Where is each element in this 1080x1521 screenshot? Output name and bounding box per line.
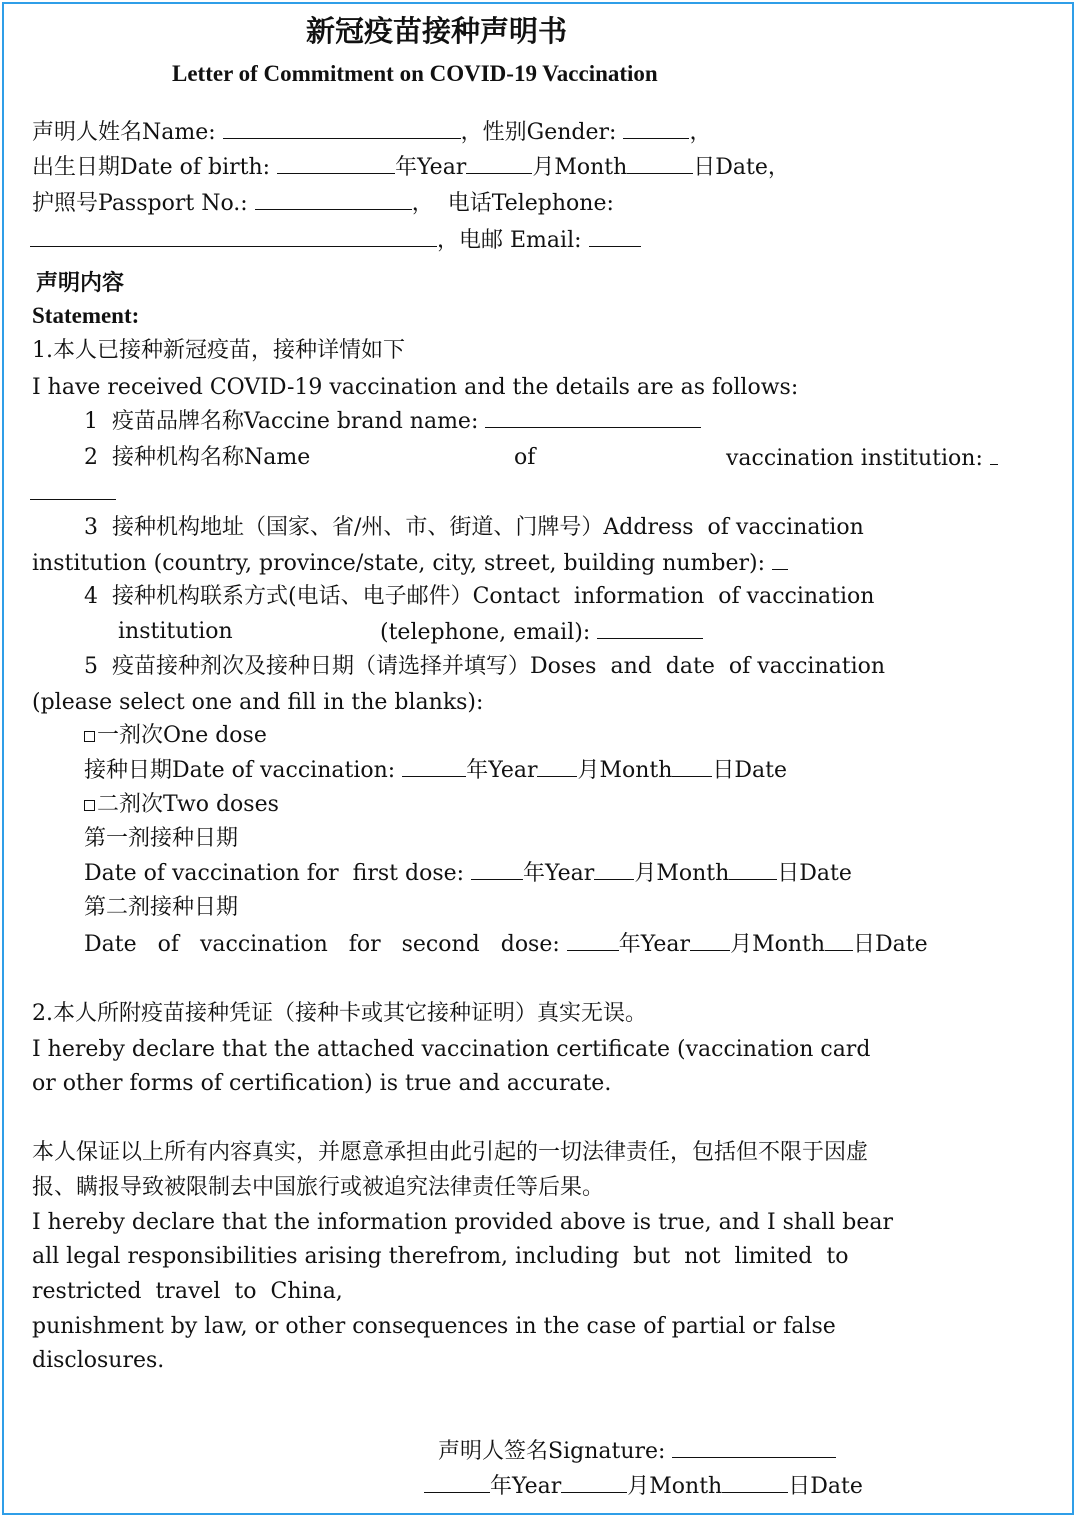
telephone-field[interactable] (30, 227, 437, 247)
birth-label: 出生日期Date of birth: (32, 155, 271, 180)
first-dose-month-field[interactable] (594, 860, 634, 880)
one-dose-checkbox[interactable] (84, 731, 95, 742)
month-label: 月Month (730, 932, 826, 957)
institution-address-field[interactable] (772, 550, 788, 570)
institution-contact-field[interactable] (597, 619, 703, 639)
year-label: 年Year (618, 932, 691, 957)
gender-label: ，性别Gender: (460, 120, 617, 145)
guarantee-cn-1: 本人保证以上所有内容真实，并愿意承担由此引起的一切法律责任，包括但不限于因虚 (32, 1140, 869, 1165)
item-5-line-2: (please select one and fill in the blanks): (32, 690, 484, 715)
statement-heading-cn: 声明内容 (36, 270, 125, 296)
first-dose-year-field[interactable] (471, 860, 523, 880)
signature-field[interactable] (672, 1438, 836, 1458)
passport-label: 护照号Passport No.: (32, 191, 248, 216)
second-dose-label: Date of vaccination for second dose: (84, 932, 560, 957)
birth-day-field[interactable] (627, 154, 693, 174)
item-2-tail-text: vaccination institution: (726, 446, 983, 471)
statement-2-en-2: or other forms of certification) is true and accurate. (32, 1071, 612, 1096)
one-dose-month-field[interactable] (537, 757, 577, 777)
month-label: 月Month (634, 861, 730, 886)
statement-2-en-1: I hereby declare that the attached vaccination certificate (vaccination card (32, 1037, 871, 1062)
two-doses-option[interactable] (84, 792, 279, 818)
month-label: 月Month (627, 1474, 723, 1499)
item-2-continuation (30, 480, 116, 507)
name-line (32, 119, 711, 146)
item-2-of: of (514, 445, 536, 470)
guarantee-cn-2: 报、瞒报导致被限制去中国旅行或被追究法律责任等后果。 (32, 1175, 605, 1200)
signature-month-field[interactable] (561, 1473, 627, 1493)
one-dose-option[interactable] (84, 723, 267, 749)
one-dose-day-field[interactable] (672, 757, 712, 777)
second-dose-month-field[interactable] (690, 931, 730, 951)
one-dose-date-line (84, 757, 787, 784)
two-doses-checkbox[interactable] (84, 800, 95, 811)
statement-1-en: I have received COVID-19 vaccination and the details are as follows: (32, 375, 799, 400)
page-title: 新冠疫苗接种声明书 (306, 14, 568, 48)
item-3-line-2 (32, 550, 788, 577)
guarantee-en-1: I hereby declare that the information provided above is true, and I shall bear (32, 1210, 894, 1235)
second-dose-cn: 第二剂接种日期 (84, 895, 239, 920)
name-field[interactable] (223, 119, 461, 139)
item-4-line-2-text: (telephone, email): (380, 620, 591, 645)
birth-year-field[interactable] (277, 154, 395, 174)
item-4-institution: institution (118, 619, 233, 644)
name-label: 声明人姓名Name: (32, 120, 216, 145)
item-1-label: 1 疫苗品牌名称Vaccine brand name: (84, 409, 479, 434)
year-label: 年Year (523, 861, 595, 886)
year-label: 年Year (395, 155, 467, 180)
date-label: 日Date， (693, 155, 790, 180)
month-label: 月Month (532, 155, 628, 180)
signature-day-field[interactable] (722, 1473, 788, 1493)
vaccine-brand-field[interactable] (485, 408, 701, 428)
birth-line (32, 154, 790, 181)
birth-month-field[interactable] (466, 154, 532, 174)
second-dose-year-field[interactable] (567, 931, 619, 951)
page-subtitle: Letter of Commitment on COVID-19 Vaccination (172, 61, 658, 86)
item-1-line (84, 408, 701, 435)
month-label: 月Month (577, 758, 673, 783)
email-label: ，电邮 Email: (437, 228, 582, 253)
date-label: 日Date (712, 758, 788, 783)
date-label: 日Date (853, 932, 928, 957)
item-5-line-1: 5 疫苗接种剂次及接种日期（请选择并填写）Doses and date of vaccination (84, 654, 886, 679)
one-dose-label: 一剂次One dose (97, 723, 267, 748)
signature-date-line (424, 1473, 863, 1500)
first-dose-cn: 第一剂接种日期 (84, 826, 239, 851)
guarantee-en-3: restricted travel to China, (32, 1279, 343, 1304)
item-3-line-1: 3 接种机构地址（国家、省/州、市、街道、门牌号）Address of vaccination (84, 515, 864, 540)
item-3-line-2-text: institution (country, province/state, city, street, building number): (32, 551, 766, 576)
email-field[interactable] (589, 227, 641, 247)
email-line (30, 227, 641, 254)
first-dose-label: Date of vaccination for first dose: (84, 861, 465, 886)
item-4-line-1: 4 接种机构联系方式(电话、电子邮件）Contact information of vaccination (84, 584, 875, 609)
statement-heading-en: Statement: (32, 303, 140, 328)
telephone-label: 电话Telephone: (447, 191, 614, 216)
signature-line (438, 1438, 836, 1465)
year-label: 年Year (466, 758, 538, 783)
item-2-tail (726, 445, 998, 472)
item-2-label: 2 接种机构名称Name (84, 445, 311, 470)
first-dose-day-field[interactable] (729, 860, 777, 880)
signature-year-field[interactable] (424, 1473, 490, 1493)
institution-name-field[interactable] (30, 480, 116, 500)
date-label: 日Date (777, 861, 852, 886)
comma: ， (411, 191, 434, 216)
gender-field[interactable] (623, 119, 689, 139)
guarantee-en-5: disclosures. (32, 1348, 165, 1373)
signature-label: 声明人签名Signature: (438, 1439, 666, 1464)
one-dose-year-field[interactable] (402, 757, 466, 777)
statement-2-cn: 2.本人所附疫苗接种凭证（接种卡或其它接种证明）真实无误。 (32, 1001, 647, 1026)
date-vacc-label: 接种日期Date of vaccination: (84, 758, 396, 783)
two-doses-label: 二剂次Two doses (97, 792, 279, 817)
institution-name-field-start[interactable] (990, 445, 998, 465)
guarantee-en-4: punishment by law, or other consequences in the case of partial or false (32, 1314, 836, 1339)
statement-1-cn: 1.本人已接种新冠疫苗，接种详情如下 (32, 338, 405, 363)
first-dose-date-line (84, 860, 852, 887)
second-dose-date-line (84, 931, 928, 958)
comma: ， (689, 120, 712, 145)
second-dose-day-field[interactable] (825, 931, 853, 951)
passport-line (32, 190, 614, 217)
year-label: 年Year (490, 1474, 562, 1499)
date-label: 日Date (788, 1474, 863, 1499)
passport-field[interactable] (255, 190, 412, 210)
guarantee-en-2: all legal responsibilities arising therefrom, including but not limited to (32, 1244, 849, 1269)
item-4-line-2 (380, 619, 703, 646)
